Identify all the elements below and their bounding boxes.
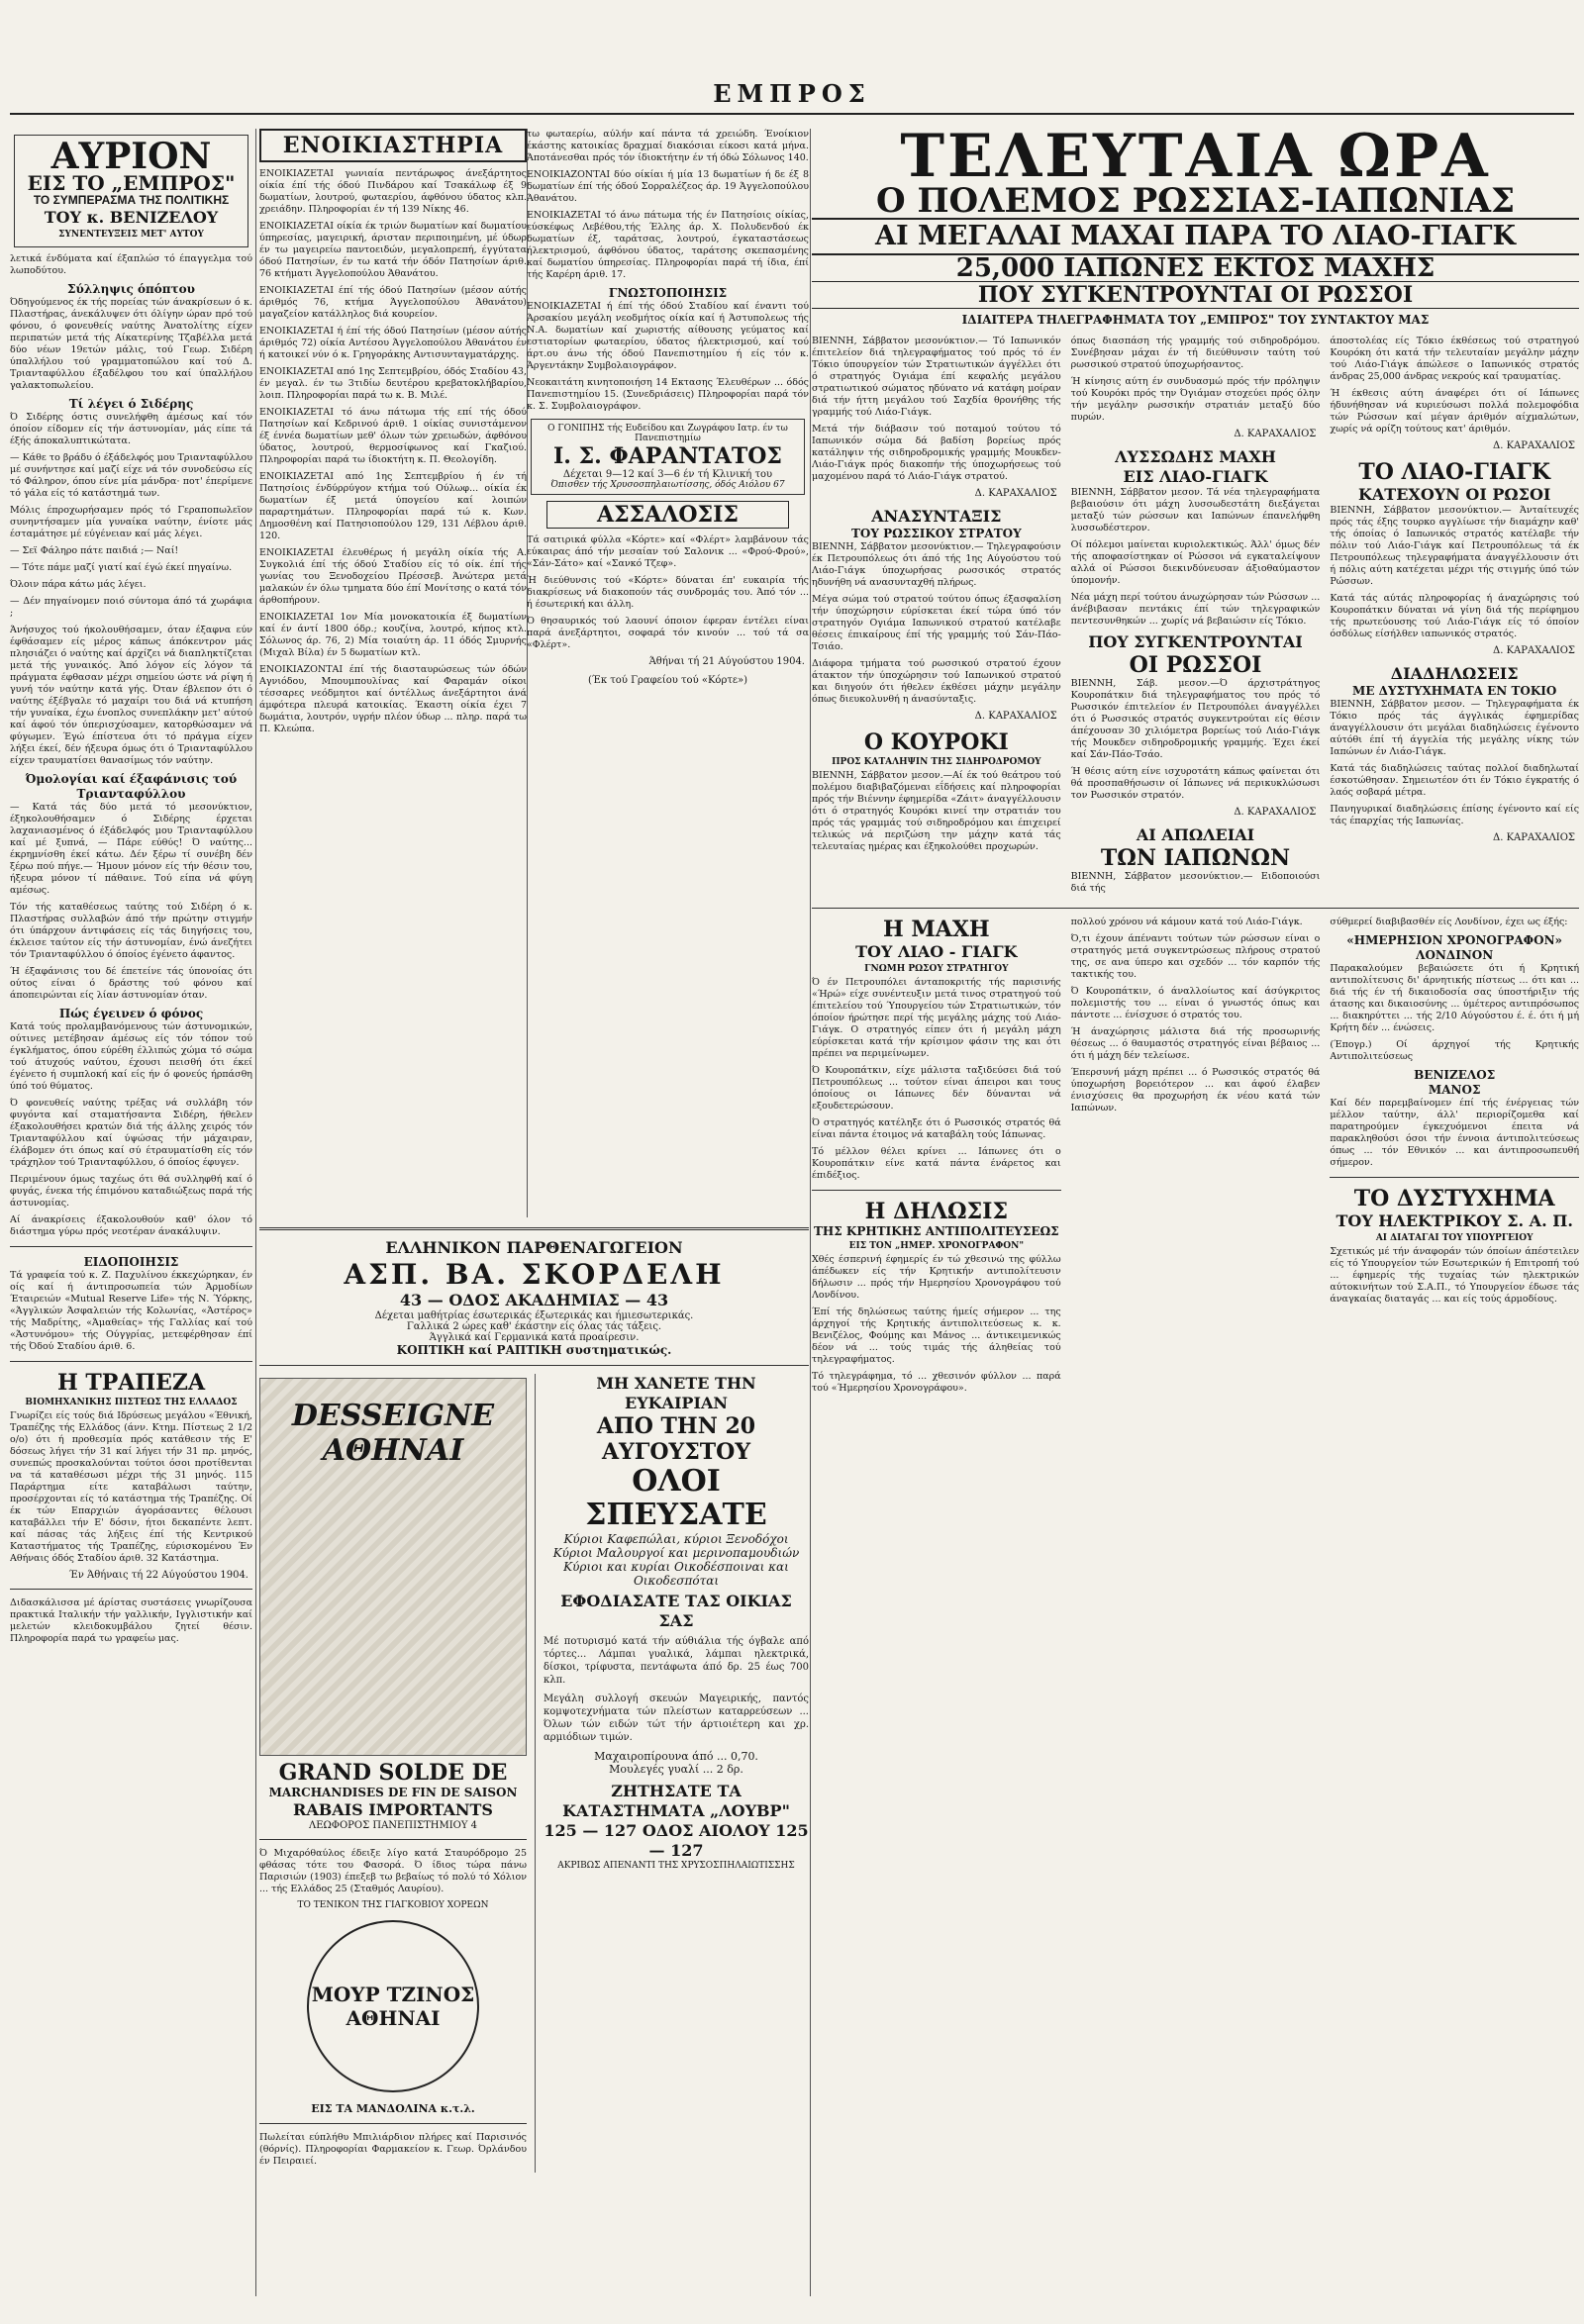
- subheading: ΠΡΟΣ ΚΑΤΑΛΗΨΙΝ ΤΗΣ ΣΙΔΗΡΟΔΡΟΜΟΥ: [832, 757, 1041, 767]
- article-paragraph: Τό μέλλον θέλει κρίνει ... Ιάπωνες ότι ο Κουροπάτκιν είνε κατά πάντα ένάρετος και έπιδέξιος.: [812, 1146, 1061, 1181]
- subheading: ΤΗΣ ΚΡΗΤΙΚΗΣ ΑΝΤΙΠΟΛΙΤΕΥΣΕΩΣ: [814, 1224, 1059, 1238]
- louvre-ad-landmark: ΑΚΡΙΒΩΣ ΑΠΕΝΑΝΤΙ ΤΗΣ ΧΡΥΣΟΣΠΗΛΑΙΩΤΙΣΣΗΣ: [557, 1861, 795, 1871]
- school-ad-address: 43 — ΟΔΟΣ ΑΚΑΔΗΜΙΑΣ — 43: [399, 1291, 669, 1309]
- article-paragraph: — Τότε πάμε μαζί γιατί καί έγώ έκεί πηγαίνω.: [10, 562, 233, 573]
- school-ad-line: Δέχεται μαθήτρίας έσωτερικάς έξωτερικάς και ήμιεσωτερικάς.: [374, 1310, 694, 1321]
- article-paragraph: ΒΙΕΝΝΗ, Σάβ. μεσον.—Ό άρχιστράτηγος Κουροπάτκιν διά τηλεγραφήματος του πρός τό Ρωσσικόν έπιτελείον έν Πετρουπόλει άναγγέλλει ότι ό Ρωσσικός στρατός συγκεντρούται είς θέσιν άπέχουσαν 30 χιλιόμετρα βορείως τού Λιάο-Γιάγκ τής Μουκδεν σιδηροδρομικής γραμμής. Έχει έκεί καί Σάν-Πάο-Τσάο.: [1070, 678, 1321, 760]
- article-paragraph: λετικά ένδύματα καί έξαπλώσ τό έπαγγελμα τού λωποδύτου.: [10, 253, 252, 276]
- mandolin-ad: [307, 1920, 479, 2092]
- article-paragraph: ΒΙΕΝΝΗ, Σάββατον μεσονύκτιον.— Άνταίτευχές πρός τάς έξης τουρκο αγγλίωσε τήν διαμάχην καθ' τής όποίας ό Ιαπωνικός στρατός κατέλαβε τήν πόλιν τού Λιάο-Γιάγκ καί Πετρουπόλεως τά έκ Πετρουπόλεως τηλεγραφήματα άναγγέλλουσιν ότι ή πόλις αύτη κατέχεται μέχρι τής στιγμής ύπό τών Ρώσσων.: [1330, 505, 1579, 587]
- article-paragraph: Νέα μάχη περί τούτου άνωχώρησαν τών Ρώσσων ... άνέβιβασαν πεντάκις έπί τών τηλεγραφικών πεντεσυνθηκών ... χωρίς νά βεβαιώσιν είς Τόκιο.: [1070, 592, 1321, 627]
- rental-ad: ΕΝΟΙΚΙΑΖΕΤΑΙ από 1ης Σεπτεμβρίου, όδός Σταδίου 43, έν μεγαλ. έν τω 3τιδίω δευτέρου κρεβατοκλήβαρίου, λοιπ. Πληροφορίαι παρά τω κ. Β. Μιλέ.: [259, 366, 527, 401]
- article-paragraph: Περιμένουν όμως ταχέως ότι θά συλληφθή καί ό φυγάς, ένεκα τής έπιμόνου καταδιώξεως παρά τής άστυνομίας.: [10, 1174, 252, 1209]
- school-ad-line: ΚΟΠΤΙΚΗ καί ΡΑΠΤΙΚΗ συστηματικώς.: [396, 1343, 672, 1357]
- desseigne-illustration: [259, 1378, 527, 1756]
- doctor-ad: [531, 419, 805, 495]
- article-paragraph: Ή έξαφάνισις του δέ έπετείνε τάς ύπονοίας ότι ούτος είναι ό δράστης τού φόνου καί άποπειρώνται είς λίαν άστυνομίαν όταν.: [10, 966, 252, 1001]
- bank-date: Έν Άθήναις τή 22 Αύγούστου 1904.: [68, 1570, 248, 1581]
- mandolin-ad-name: ΜΟΥΡ ΤΖΙΝΟΣ ΑΘΗΝΑΙ: [311, 1983, 475, 2030]
- signature: Δ. ΚΑΡΑΧΑΛΙΟΣ: [1493, 440, 1576, 451]
- column-ads: [259, 1227, 809, 2296]
- subheading: ΑΙ ΑΠΩΛΕΙΑΙ: [1136, 825, 1255, 844]
- tomorrow-box: [14, 135, 248, 247]
- article-paragraph: Ό στρατηγός κατέληξε ότι ό Ρωσσικός στρατός θά είναι πάντα έτοιμος νά καταβάλη τούς Ιάπωνας.: [812, 1117, 1061, 1140]
- classified: Διδασκάλισσα μέ άρίστας συστάσεις γνωρίζουσα πρακτικά Ιταλικήν τήν γαλλικήν, Ιγγλιστικήν καί μελετών κλειδοκυμβάλου ζητεί θέσιν. Πληροφορία παρά τω γραφείω μας.: [10, 1598, 252, 1644]
- article-paragraph: (Έπογρ.) Οί άρχηγοί τής Κρητικής Αντιπολιτεύσεως: [1330, 1039, 1579, 1062]
- article-paragraph: όπως διασπάση τής γραμμής τού σιδηροδρόμου. Συνέβησαν μάχαι έν τή διεύθυνσιν ταύτη τού ρωσσικού στρατού ύποχωρήσαντος.: [1070, 336, 1321, 370]
- subheading: ΛΟΝΔΙΝΟΝ: [1416, 948, 1494, 962]
- subheading: ΔΙΑΔΗΛΩΣΕΙΣ: [1390, 664, 1519, 683]
- louvre-ad-call: ΟΛΟΙ ΣΠΕΥΣΑΤΕ: [585, 1464, 767, 1532]
- louvre-ad-text: Μεγάλη συλλογή σκευών Μαγειρικής, παντός κομψοτεχνήματα τών πλείστων καταρρεύσεων ... Όλων τών ειδών τώτ τήν άρτιοιέτερη και χρ. αρμιόδιων τιμών.: [544, 1694, 809, 1743]
- subheading: Η ΔΗΛΩΣΙΣ: [864, 1199, 1009, 1224]
- rental-ad: ΕΝΟΙΚΙΑΖΕΤΑΙ 1ον Μία μονοκατοικία έξ δωματίων καί έν άντί 1800 όδρ.; κουζίνα, λουτρό, κήπος κτλ. Σόλωνος άρ. 76, 2) Μία τοιαύτη άρ. 11 όδός Σμυρνής (Μιχαλ Βίλα) έν 5 δωματίων κτλ.: [259, 612, 527, 658]
- tomorrow-line-2: ΤΟΥ κ. ΒΕΝΙΖΕΛΟΥ: [44, 208, 219, 227]
- telegrams-line: ΙΔΙΑΙΤΕΡΑ ΤΗΛΕΓΡΑΦΗΜΑΤΑ ΤΟΥ „ΕΜΠΡΟΣ" ΤΟΥ ΣΥΝΤΑΚΤΟΥ ΜΑΣ: [961, 313, 1430, 327]
- subheading: ΓΝΩΜΗ ΡΩΣΟΥ ΣΤΡΑΤΗΓΟΥ: [864, 964, 1009, 974]
- signature: Δ. ΚΑΡΑΧΑΛΙΟΣ: [1493, 645, 1576, 656]
- desseigne-ad: [259, 1374, 527, 2173]
- masthead: ΕΜΠΡΟΣ: [713, 79, 871, 108]
- war-col-c: [1330, 336, 1579, 900]
- doctor-ad-title: Ο ΓΟΝΙΠΗΣ τής Ευδείδου και Ζωγράφου Ιατρ. έν τω Πανεπιστημίω: [547, 424, 788, 443]
- subheading: Σύλληψις όπόπτου: [67, 282, 195, 296]
- notice-heading: ΕΙΔΟΠΟΙΗΣΙΣ: [83, 1255, 179, 1269]
- bank-title: Η ΤΡΑΠΕΖΑ: [56, 1370, 206, 1396]
- school-ad-line: Γαλλικά 2 ώρες καθ' έκάστην είς όλας τάς τάξεις.: [406, 1321, 662, 1332]
- article-paragraph: Κατά τάς αύτάς πληροφορίας ή άναχώρησις τού Κουροπάτκιν δύναται νά γίνη διά τής περίφημου τής πρωτεύουσης τού Λιάο-Γιάγκ είς τό όποίον όσδύλως είσήλθεν ιαπωνικός στρατός.: [1330, 593, 1579, 639]
- continuation-article: [1071, 917, 1321, 1400]
- column-rentals: [259, 129, 527, 1217]
- signature: Δ. ΚΑΡΑΧΑΛΙΟΣ: [1234, 807, 1317, 818]
- subheading: Πώς έγεινεν ό φόνος: [58, 1007, 204, 1020]
- article-paragraph: Τά σατιρικά φύλλα «Κόρτε» καί «Φλέρτ» λαμβάνουν τάς εύκαιρας άπό τήν μεσαίαν τού Σαλονικ ... «Φρού-Φρού», «Σάν-Σάτο» καί «Σανκό Τζεφ».: [527, 534, 809, 569]
- article-paragraph: Αί άνακρίσεις έξακολουθούν καθ' όλον τό διάστημα γύρω πρός νεοτέραν άνακάλυψιν.: [10, 1214, 252, 1237]
- rental-ad: ΕΝΟΙΚΙΑΖΕΤΑΙ έπί τής όδού Πατησίων (μέσον αύτής άριθμός 76, κτήμα Άγγελοπούλου Άθανάτου) μαγαζείον κατάλληλος διά κουρείον.: [259, 285, 527, 320]
- signature: Δ. ΚΑΡΑΧΑΛΙΟΣ: [974, 711, 1057, 722]
- top-rule: [10, 113, 1574, 115]
- doctor-address: Όπισθεν τής Χρυσοσπηλαιωτίσσης, όδός Αιόλου 67: [550, 480, 785, 490]
- article-paragraph: Ή κίνησις αύτη έν συνδυασμώ πρός τήν πρόληψιν τού Κουρόκι πρός την Όγιάμαν στοχεύει πρός όλην τήν μεγάλην ρωσσικήν στρατιάν μεταξύ δύο πυρών.: [1070, 376, 1321, 423]
- rental-ad: ΕΝΟΙΚΙΑΖΕΤΑΙ οίκία έκ τριών δωματίων καί δωματίου ύπηρεσίας, μαγειρική, άρισταν περιποιημένη, μέ ύδωρ έν τω μαγειρείω παντοειδών, μεγαλοπρεπή, έγγύτατα όδού Πατησίων, έν τω κατά τήν όδόν Πατησίων άριθ. 76 κτήματι Άγγελοπούλου Άθανάτου.: [259, 221, 527, 279]
- signature: ΜΑΝΟΣ: [1428, 1083, 1481, 1097]
- article-paragraph: πολλού χρόνου νά κάμουν κατά τού Λιάο-Γιάγκ.: [1070, 917, 1303, 927]
- divider: [10, 1361, 252, 1362]
- ads-row: [259, 1374, 809, 2173]
- article-paragraph: Μέγα σώμα τού στρατού τούτου όπως έξασφαλίση τήν ύποχώρησιν εύρίσκεται έκεί τώρα ύπό τόν στρατηγόν Ογιάμα Ιαπωνικού στρατού κατέλαβε θέσεις έπικαίρους έπί τής γραμμής τού Σάν-Πάο-Τσιάο.: [812, 594, 1061, 652]
- war-headline: Ο ΠΟΛΕΜΟΣ ΡΩΣΣΙΑΣ-ΙΑΠΩΝΙΑΣ: [875, 181, 1515, 221]
- divider: [812, 1190, 1061, 1191]
- notice-heading: ΓΝΩΣΤΟΠΟΙΗΣΙΣ: [608, 286, 728, 300]
- school-ad-name: ΑΣΠ. ΒΑ. ΣΚΟΡΔΕΛΗ: [344, 1258, 725, 1291]
- last-hour-title: ΤΕΛΕΥΤΑΙΑ ΩΡΑ: [900, 129, 1491, 191]
- article-paragraph: Μόλις έπροχωρήσαμεν πρός τό Γεραποπωλεϊον συνηντήσαμεν μία γυναίκα ναύτην, ένίοτε μάς έσταμάτησε μέ εύγένειαν καί μάς λέγει.: [10, 505, 252, 539]
- article-paragraph: Παρακαλούμεν βεβαιώσετε ότι ή Κρητική αντιπολίτευσις δι' άρνητικής πίστεως ... ότι και ... διά τής έν τή δικαιοδοσία σας ύποστήριξιν τής άτασης και δικαιοσύνης ... ύμέτερος αντιπρόσωπος ... διακηρύττει ... τής 2/10 Αύγούστου έ. έ. ότι ή μή Κρήτη δέν ... ένώσεις.: [1330, 963, 1579, 1033]
- subheading: ΠΟΥ ΣΥΓΚΕΝΤΡΟΥΝΤΑΙ: [1088, 632, 1303, 651]
- louvre-ad-stores: ΖΗΤΗΣΑΤΕ ΤΑ ΚΑΤΑΣΤΗΜΑΤΑ „ΛΟΥΒΡ": [562, 1782, 790, 1820]
- divider: [259, 1227, 809, 1230]
- subheading: ΤΟ ΔΥΣΤΥΧΗΜΑ: [1353, 1186, 1555, 1211]
- article-paragraph: Ό Κουροπάτκιν, είχε μάλιστα ταξιδεύσει διά τού Πετρουπόλεως ... τούτον είναι άπειροι και τους όποίους οι Ιάπωνες δέν δύνανται νά εξουδετερώσουν.: [812, 1065, 1061, 1112]
- article-paragraph: Όδηγούμενος έκ τής πορείας τών άνακρίσεων ό κ. Πλαστήρας, άνεκάλυψεν ότι όλίγην ώραν πρό τού φόνου, ό φονευθείς ναύτης Άνατολίτης είχεν περιπατών μετά τής Αίκατερίνης Τζαβέλλα μετά δύο νέων 19ετών μάλις, τού Γεωρ. Σιδέρη ύπαλλήλου τού γραμματοπώλου καί τού Δ. Τριανταφύλλου έξαδέλφου του καί ύπαλλήλου γαλακτοπωλείου.: [10, 297, 252, 391]
- sale-discounts: RABAIS IMPORTANTS: [293, 1800, 493, 1819]
- louvre-ad-line: Κύριοι και κυρίαι Οικοδέσποιναι και Οικοδεσπόται: [563, 1560, 789, 1588]
- sale-title: GRAND SOLDE DE: [278, 1760, 508, 1786]
- rental-ad: ΕΝΟΙΚΙΑΖΕΤΑΙ τό άνω πάτωμα τής έν Πατησίοις οίκίας, εύσκέφως Λεβέθου,τής Έλλης άρ. Χ. Πολυδενδού έκ δωματίων έξ, ταράτσας, λουτρού, έγκαταστάσεως ήλεκτρισμού, άφθόνου ύδατος, ταράτσης σκεπασμένης καί δωματίου ύπηρεσίας. Πληροφορίαι παρά τή ίδια, έπί τής Καρέρη άριθ. 17.: [527, 210, 809, 280]
- louvre-ad-line: Μαχαιροπίρουνα άπό ... 0,70.: [594, 1750, 758, 1763]
- article-paragraph: σύθμερεί διαβιβασθέν είς Λονδίνον, έχει ως έξής:: [1330, 917, 1568, 927]
- article-paragraph: ΒΙΕΝΝΗ, Σάββατον μεσον. Τά νέα τηλεγραφήματα βεβαιούσιν ότι μάχη λυσσωδεστάτη διεξάγεται μεταξύ τών ρώσσων και Ιαπώνων έπανελήφθη λυσσωδέστερον.: [1070, 487, 1321, 533]
- rentals-heading: ΕΝΟΙΚΙΑΣΤΗΡΙΑ: [259, 129, 527, 162]
- article-paragraph: Έπί τής δηλώσεως ταύτης ήμείς σήμερον ... της άρχηγοί τής Κρητικής άντιπολιτεύσεως κ. κ. Βενιζέλος, Φούμης και Μάνος ... άντικειμενικώς δέον νά ... τούς τιμάς τής άληθείας τού τηλεγραφήματος.: [812, 1307, 1061, 1365]
- article-paragraph: Τό τηλεγράφημα, τό ... χθεσινόν φύλλον ... παρά τού «Ήμερησίου Χρονογράφου».: [812, 1371, 1061, 1394]
- rental-ad: ΕΝΟΙΚΙΑΖΕΤΑΙ τό άνω πάτωμα τής επί τής όδού Πατησίων καί Κεδρινού άριθ. 1 οίκίας συνιστάμενον έξ έννέα δωματίων μεθ' όλων τών χρειωδών, άφθόνου ύδατος, λουτρού, θερμοσίφωνος καί Γκαζιού. Πληροφορίαι παρά τω ίδιοκτήτη κ. Π. Θεολογίδη.: [259, 407, 527, 465]
- rental-ad: ΕΝΟΙΚΙΑΖΟΝΤΑΙ έπί τής διασταυρώσεως τών όδών Αγνιόδου, Μπουμπουλίνας καί Φαραμάν οίκοι τέσσαρες νεόδμητοι καί όντέλλως άνεξάρτητοι άνά άμφότερα πλευρά κατοικίας. Έκαστη οίκία έχει 7 δωμάτια, λουτρόν, υγρήν πλέον ύδωρ ... πληρ. παρά τω Π. Κλεώπα.: [259, 664, 527, 734]
- casualties-headline: 25,000 ΙΑΠΩΝΕΣ ΕΚΤΟΣ ΜΑΧΗΣ: [955, 253, 1436, 283]
- russians-headline: ΠΟΥ ΣΥΓΚΕΝΤΡΟΥΝΤΑΙ ΟΙ ΡΩΣΣΟΙ: [812, 281, 1579, 309]
- divider: [10, 1246, 252, 1247]
- subheading: ΕΙΣ ΤΟΝ „ΗΜΕΡ. ΧΡΟΝΟΓΡΑΦΟΝ": [848, 1241, 1025, 1251]
- signature: ΒΕΝΙΖΕΛΟΣ: [1414, 1068, 1496, 1082]
- tomorrow-interviews: ΣΥΝΕΝΤΕΥΞΕΙΣ ΜΕΤ' ΑΥΤΟΥ: [58, 230, 204, 240]
- subheading: ΟΙ ΡΩΣΣΟΙ: [1129, 652, 1262, 678]
- article-paragraph: Ή θέσις αύτη είνε ισχυροτάτη κάπως φαίνεται ότι θά προσπαθήσωσιν οί Ιάπωνες νά περικυκλώσωσι τον Ρωσσικόν στρατόν.: [1070, 766, 1321, 801]
- subheading: ΑΝΑΣΥΝΤΑΞΙΣ: [871, 507, 1002, 526]
- lower-war-columns: [812, 917, 1579, 1400]
- classified: Πωλείται εύπλήθυ Μπιλιάρδιον πλήρες καί Παρισινός (θόρνίς). Πληροφορίαι Φαρμακείον κ. Γεωρ. Όρλάνδου έν Πειραιεί.: [259, 2132, 527, 2167]
- louvre-ad-line: Κύριοι Μαλουργοί και μερινοπαμουδιών: [552, 1546, 800, 1560]
- article-paragraph: Διάφορα τμήματα τού ρωσσικού στρατού έχουν άτακτον τήν ύποχώρησιν τού Ιαπωνικού στρατού και διηγούν ότι ήθελεν έκθέσει μάχην μεγάλην όπως διευκολυνθή η άνασύνταξις.: [812, 658, 1061, 705]
- article-paragraph: άποστολέας είς Τόκιο έκθέσεως τού στρατηγού Κουρόκη ότι κατά τήν τελευταίαν μεγάλην μάχην τού Λιάο-Γιάγκ άπώλεσε ο Ιαπωνικός στρατός άνδρας 25,000 άνδρας νεκρούς καί τραυματίας.: [1330, 336, 1579, 382]
- source-line: (Έκ τού Γραφείου τού «Κόρτε»): [587, 675, 748, 686]
- battle-article: [812, 917, 1061, 1400]
- notice-text: Τά γραφεία τού κ. Ζ. Παχυλίνου έκκεχώρηκαν, έν οίς καί ή άντιπροσωπεία τών Άρμοδίων Έταιρειών «Mutual Reserve Life» τής Ν. Ύόρκης, «Άγγλικών Άσφαλειών τής Κολωνίας, «Άστέρος» τής Μαδρίτης, «Άμαθείας» τής Γαλλίας καί τού «Άστυνόμου» τής Ούγγρίας, μετεφέρθησαν έπί τής Όδού Σταδίου άριθ. 6.: [10, 1270, 252, 1352]
- signature: Δ. ΚΑΡΑΧΑΛΙΟΣ: [1234, 429, 1317, 439]
- article-paragraph: — Σεϊ Φάληρο πάτε παιδιά ;— Ναί!: [10, 545, 179, 556]
- mandolin-ad-bottom: ΕΙΣ ΤΑ ΜΑΝΔΟΛΙΝΑ κ.τ.λ.: [311, 2102, 475, 2115]
- school-ad-line: Άγγλικά καί Γερμανικά κατά προαίρεσιν.: [429, 1332, 640, 1343]
- article-paragraph: Έπερσυνή μάχη πρέπει ... ό Ρωσσικός στρατός θά ύποχωρήση βορειότερον ... και άφού έλαβεν ένισχύσεις θα προχωρήση έκ νέου κατά τών Ιαπώνων.: [1070, 1067, 1321, 1114]
- bank-notice: Γνωρίζει είς τούς διά Ιδρύσεως μεγάλου «Έθνική, Τραπέζης τής Ελλάδος (άνν. Κτημ. Πίστεως 2 1/2 ο/ο) ότι ή προθεσμία πρός κατάθεσιν τής Ε' δόσεως λήγει τήν 31 καί λήγει τήν 31 πρ. μηνός, συνεπώς προσκαλούνται τούτοι όσοι προτίθενται να τά καταθέσωσι μέχρι τής 31 μηνός. 115 Παράρτημα είτε καταβάλωσι ταύτην, προσέρχονται είς τό κατάστημα τής Τραπέζης. Οί έκ τών Επαρχιών άγοράσαντες θέλουσι καταβάλλει τήν Ε' δόσιν, ήτοι δεκαπέντε λεπτ. καί πάσας τάς λήξεις έπί τής Κεντρικού Καταστήματος τής Τραπέζης, εύρισκομένου Έν Αθήναις όδός Σταδίου άριθ. 32 Κατάστημα.: [10, 1410, 252, 1564]
- article-paragraph: ΒΙΕΝΝΗ, Σάββατον μεσον. — Τηλεγραφήματα έκ Τόκιο πρός τάς άγγλικάς έφημερίδας άναγγέλλουσιν ότι μεγάλαι διαδηλώσεις έγένοντο αύτόθι έπί τή άγγελία τής μεγάλης νίκης τών Ιαπώνων έν Λιάο-Γιάγκ.: [1330, 699, 1579, 757]
- louvre-ad-line: Κύριοι Καφεπώλαι, κύριοι Ξενοδόχοι: [563, 1532, 789, 1546]
- article-paragraph: Πανηγυρικαί διαδηλώσεις έπίσης έγένοντο καί είς τάς έπαρχίας τής Ιαπωνίας.: [1330, 804, 1579, 826]
- subheading: ΤΟ ΛΙΑΟ-ΓΙΑΓΚ: [1358, 459, 1550, 485]
- subheading: ΑΙ ΔΙΑΤΑΓΑΙ ΤΟΥ ΥΠΟΥΡΓΕΙΟΥ: [1375, 1233, 1534, 1243]
- louvre-ad-address: 125 — 127 ΟΔΟΣ ΑΙΟΛΟΥ 125 — 127: [544, 1821, 809, 1860]
- column-rule: [255, 129, 256, 2296]
- column-notices: [527, 129, 809, 1217]
- subheading: ΤΩΝ ΙΑΠΩΝΩΝ: [1100, 845, 1291, 871]
- divider: [10, 1589, 252, 1590]
- subheading: ΕΙΣ ΛΙΑΟ-ΓΙΑΓΚ: [1123, 467, 1268, 486]
- article-paragraph: ΒΙΕΝΝΗ, Σάββατον μεσονύκτιον.— Ειδοποιούσι διά τής: [1070, 871, 1321, 894]
- subheading: ΤΟΥ ΛΙΑΟ - ΓΙΑΓΚ: [855, 942, 1018, 961]
- war-columns: [812, 336, 1579, 900]
- tomorrow-subtitle: ΕΙΣ ΤΟ „ΕΜΠΡΟΣ": [27, 171, 236, 195]
- column-left: [10, 129, 252, 1650]
- article-paragraph: ΒΙΕΝΝΗ, Σάββατον μεσονύκτιον.— Τό Ιαπωνικόν έπιτελείον διά τηλεγραφήματος τού πρός τό έν Τόκιο ύπουργείον τών Στρατιωτικών άγγέλλει ότι ό στρατηγός Όγιάμα έπί κεφαλής μεγάλου στρατιωτικού σώματος ηδύνατο νά κατάφη μοίραν διά τήν ήττη μεγάλου τού Σαχδία θρονήθης τής γραμμής τού Λιάο-Γιάγκ.: [812, 336, 1061, 418]
- article-paragraph: Ό θησαυρικός τού λαουνί όποιον έφεραν έντέλει είναι παρά άνεξάρτητοι, σοφαρά τόν κινούν ... τού τά σα «Φλέρτ».: [527, 616, 809, 650]
- article-paragraph: Καί δέν παρεμβαίνομεν έπί τής ένέργειας τών μέλλον ταύτην, άλλ' περιορίζομεθα καί παρατηρούμεν έγκεχυόμενοι έπειτα νά παρακληθούσι όσοι τήν έννοια άντιπολιτεύσεως όπως ... τόν Εθνικόν ... και άντιπροσωπευθή σήμερον.: [1330, 1098, 1579, 1168]
- louvre-ad-date: ΑΠΟ ΤΗΝ 20 ΑΥΓΟΥΣΤΟΥ: [596, 1413, 756, 1465]
- rental-ad: ΕΝΟΙΚΙΑΖΕΤΑΙ ή έπί τής όδού Πατησίων (μέσον αύτής άριθμός 72) οίκία Αντέσου Άγγελοπούλου Άθανάτου έν ή κατοικεί νύν ό κ. Γρηγοράκης Αντισυνταγματάρχης.: [259, 326, 527, 360]
- divider: [812, 908, 1579, 909]
- louvre-ad-line: Μουλεγές γυαλί ... 2 δρ.: [609, 1763, 743, 1776]
- article-paragraph: Ό,τι έχουν άπέναντι τούτων τών ρώσσων είναι ο στρατηγός μετά συγκεντρώσεως πλήρους στρατού της, σε ανα ύπερο και σχεδόν ... τόν καρπόν τής τακτικής του.: [1070, 933, 1321, 980]
- article-paragraph: Οί πόλεμοι μαίνεται κυριολεκτικώς. Άλλ' όμως δέν τής αποφασίστηκαν οί Ρώσσοι νά εγκαταλείψουν αλλά οί Ρώσσοι διεκινδύνευσαν άξιοθαύμαστον ύπομονήν.: [1070, 539, 1321, 586]
- subheading: Όμολογίαι καί έξαφάνισις τού Τριανταφύλλου: [25, 772, 238, 801]
- article-paragraph: Τόν τής καταθέσεως ταύτης τού Σιδέρη ό κ. Πλαστήρας συλλαβών άπό τήν πρώτην στιγμήν ότι ύπάρχουν άντιφάσεις είς τάς διηγήσεις του, έκλεισε ταύτον είς τήν άστυνομίαν, ένώ άνεζήτει τόν Τριανταφύλλου ό όποίος έγένετο άφαντος.: [10, 902, 252, 960]
- louvre-ad: [535, 1374, 809, 2173]
- article-paragraph: — Δέν πηγαίνομεν ποιό σύντομα άπό τά χωράφια ;: [10, 596, 252, 619]
- article-paragraph: Άνήσυχος τού ήκολουθήσαμεν, όταν έξαφνα εύν έφθάσαμεν είς μέρος κάπως άπόκεντρον μάς πλησιάζει ό ναύτης καί άρχίζει νά διαπληκτίζεται μετά τής γυναικός. Άπό λόγον είς λόγον τά πράγματα έφθασαν μέχρι σημείου ώστε νά ρίψη ή γυνή τόν ναύτην κατά γής. Όταν έβλεπον ότι ό ναύτης έξέβγαλε τό μαχαίρι του διά νά κτυπήση τήν γυναίκα, έχω ένοπλος συνεπλάκην μετ' αύτού καί άφού τόν ύπερισχύσαμεν, κατορθώσαμεν νά φύγωμεν. Έγώ έπίστευα ότι τό πράγμα είχεν λήξει έκεί, δέν ήξευρα όμως ότι ό Τριανταφύλλου είχεν τραυματίσει θανασίμως τόν ναύτην.: [10, 625, 252, 766]
- signature: Δ. ΚΑΡΑΧΑΛΙΟΣ: [974, 488, 1057, 499]
- article-paragraph: Χθές έσπερινή έφημερίς έν τώ χθεσινώ της φύλλω άπέδωκεν είς τήν Κρητικήν αντιπολίτευσιν δήλωσιν ... πρός τήν Ημερησίου Χρονογράφου τού Λονδίνου.: [812, 1254, 1061, 1301]
- subheading: ΤΟΥ ΗΛΕΚΤΡΙΚΟΥ Σ. Α. Π.: [1336, 1211, 1573, 1230]
- tomorrow-line: ΤΟ ΣΥΜΠΕΡΑΣΜΑ ΤΗΣ ΠΟΛΙΤΙΚΗΣ: [33, 193, 230, 207]
- article-paragraph: Κατά τούς προλαμβανόμενους τών άστυνομικών, ούτινες μετέβησαν άμέσως είς τόν τόπον τού έγκλήματος, όπου εύρέθη έλλιπώς χώμα τό σώμα τού άτυχούς ναύτου, έχουσι πεισθή ότι έκεί έγένετο ή συμπλοκή καί είς ήν ό φονεύς ήρπάσθη ύπό τού θύματος.: [10, 1021, 252, 1092]
- subheading: ΛΥΣΣΩΔΗΣ ΜΑΧΗ: [1115, 447, 1276, 466]
- divider: [259, 1365, 809, 1366]
- sale-subtitle: MARCHANDISES DE FIN DE SAISON: [268, 1786, 518, 1799]
- subheading: ΜΕ ΔΥΣΤΥΧΗΜΑΤΑ ΕΝ ΤΟΚΙΟ: [1352, 684, 1557, 698]
- doctor-hours: Δέχεται 9—12 καί 3—6 έν τή Κλινική του: [562, 469, 773, 480]
- article-paragraph: — Κάθε το βράδυ ό έξάδελφός μου Τριανταφύλλου μέ συνήντησε καί μαζί είχε νά τόν συνοδεύσω είς τό Φάληρον, όπου είνε μία μάνδρα· ποτ' έπερίμενε τό γάλα είς τό κατάστημά των.: [10, 452, 252, 499]
- sale-address: ΛΕΩΦΟΡΟΣ ΠΑΝΕΠΙΣΤΗΜΙΟΥ 4: [308, 1820, 478, 1831]
- date-line: Άθήναι τή 21 Αύγούστου 1904.: [648, 656, 805, 667]
- subheading: ΚΑΤΕΧΟΥΝ ΟΙ ΡΩΣΟΙ: [1357, 485, 1551, 504]
- article-paragraph: Ό φονευθείς ναύτης τρέξας νά συλλάβη τόν φυγόντα καί σταματήσαντα Σιδέρη, ήθελεν έξακολουθήσει κρατών διά τής άλλης χειρός τόν Τριανταφύλλου καί ύψώσας τήν μάχαιραν, έλάβομεν ότι όπως καί σύ έτραυματίσθη είς τόν τράχηλον τού Τριανταφύλλου, ό όποίος έφυγεν.: [10, 1098, 252, 1168]
- divider: [259, 2123, 527, 2124]
- article-paragraph: Ή άναχώρησις μάλιστα διά τής προσωρινής θέσεως ... ό θαυμαστός στρατηγός είναι βέβαιος ... ότι ή μάχη δέν τελείωσε.: [1070, 1026, 1321, 1061]
- crete-article: [1330, 917, 1579, 1400]
- column-war-news: [812, 129, 1579, 2296]
- subheading: Τί λέγει ό Σιδέρης: [68, 397, 194, 411]
- column-rule: [810, 129, 811, 2296]
- article-paragraph: Σχετικώς μέ τήν άναφοράν τών όποίων άπέστειλεν είς τό Υπουργείον τών Εσωτερικών ή Επιτροπή τού ... έφημερίς τής τυχαίας τών ηλεκτρικών αύτοκινήτων τού Σ.Α.Π., τό Υπουργείον έδωσε τάς άναγκαίας διαταγάς ... και είς τούς άρμοδίους.: [1330, 1246, 1579, 1305]
- article-paragraph: ΒΙΕΝΝΗ, Σάββατον μεσον.—Αί έκ τού θεάτρου τού πολέμου διαβιβαζόμεναι εΐδήσεις καί πληροφορίαι πρός τήν Βιέννην έφημερίδα «Ζάιτ» άναγγέλλουσιν ότι ό στρατηγός Κουρόκι κινεί την στρατιάν του πρός τάς γραμμάς τού σιδηροδρόμου και έπιχειρεί τελικώς νά περιζώση την μάχην κατά τάς τελευταίας ημέρας και έξηκολούθει προχωρών.: [812, 770, 1061, 852]
- article-paragraph: Ή έκθεσις αύτη άναφέρει ότι οί Ιάπωνες ήδυνήθησαν νά κυριεύσωσι πολλά πολεμοφόδια τών Ρώσσων καί μέγαν άριθμόν αίχμαλώτων, χωρίς νά ορίζη τούτους κατ' άριθμόν.: [1330, 388, 1579, 435]
- notice-text: Νεοκαιτάτη κινητοποιήση 14 Εκτασης Έλευθέρων ... όδός Πανεπιστημίου 15. (Συνεδριάσεις) Πληροφορίαι παρά τόν κ. Σ. Συμβολαιογράφον.: [527, 377, 809, 412]
- battles-headline: ΑΙ ΜΕΓΑΛΑΙ ΜΑΧΑΙ ΠΑΡΑ ΤΟ ΛΙΑΟ-ΓΙΑΓΚ: [812, 218, 1579, 255]
- war-col-a: [812, 336, 1061, 900]
- rental-ad: ΕΝΟΙΚΙΑΖΕΤΑΙ έλευθέρως ή μεγάλη οίκία τής Α. Συγκολιά έπί τής όδού Σταδίου είς τό οίκ. έπί τής γωνίας του Ξενοδοχείου Πρέσσεβ. Άνώτερα μετά μαλακών έν όλω τμηματα δύο έπί Μονίτσης ο κατά τόν άρθοπήρουν.: [259, 547, 527, 606]
- tomorrow-title: ΑΥΡΙΟΝ: [50, 136, 212, 177]
- classified: Ό Μιχαρόθαύλος έδειξε λίγο κατά Σταυρόδρομο 25 φθάσας τότε του Φασορά. Ό ίδιος τώρα πάνω Παρισιών (1903) έπεξεβ τω βεβαίως τό πολύ τό Χόλιον ... τής Ελλάδος 25 (Σταθμός Λαυρίου).: [259, 1848, 527, 1894]
- school-ad-title: ΕΛΛΗΝΙΚΟΝ ΠΑΡΘΕΝΑΓΩΓΕΙΟΝ: [385, 1238, 683, 1257]
- mandolin-ad-top: ΤΟ ΤΕΝΙΚΟΝ ΤΗΣ ΓΙΑΓΚΟΒΙΟΥ ΧΟΡΕΩΝ: [297, 1900, 489, 1910]
- subheading: Ο ΚΟΥΡΟΚΙ: [863, 729, 1009, 755]
- louvre-ad-heading: ΕΦΟΔΙΑΣΑΤΕ ΤΑΣ ΟΙΚΙΑΣ ΣΑΣ: [560, 1592, 792, 1630]
- article-paragraph: Ό Σιδέρης όστις συνελήφθη άμέσως καί τόν όποίον είδομεν είς τήν άστυνομίαν, μάς είπε τά έξής άποκαλυπτικώτατα.: [10, 412, 252, 446]
- louvre-ad-title: ΜΗ ΧΑΝΕΤΕ ΤΗΝ ΕΥΚΑΙΡΙΑΝ: [596, 1374, 756, 1412]
- rental-ad: τω φωταερίω, αύλήν καί πάντα τά χρειώδη. Ένοίκιον έκάστης κατοικίας δραχμαί διακόσιαι είκοσι κατά μήνα. Άποτάνεσθαι πρός τόν ίδιοκτήτην έν τή όδώ Σόλωνος 140.: [527, 129, 809, 163]
- desseigne-logo: DESSEIGNE ΑΘΗΝΑΙ: [291, 1399, 495, 1468]
- signature: Δ. ΚΑΡΑΧΑΛΙΟΣ: [1493, 832, 1576, 843]
- divider: [1330, 1177, 1579, 1178]
- article-paragraph: Ό Κουροπάτκιν, ό άναλλοίωτος καί άσύγκριτος πολεμιστής του ... είναι ό γνωστός όπως και πάντοτε ... ένίσχυσε ό στρατός του.: [1070, 986, 1321, 1020]
- article-paragraph: Κατά τάς διαδηλώσεις ταύτας πολλοί διαδηλωταί έσκοτώθησαν. Σημειωτέον ότι έν Τόκιο έγκρατής ό λαός σοβαρά μέτρα.: [1330, 763, 1579, 798]
- divider: [259, 1839, 527, 1840]
- article-paragraph: ΒΙΕΝΝΗ, Σάββατον μεσονύκτιον.— Τηλεγραφούσιν έκ Πετρουπόλεως ότι άπό τής 1ης Αύγούστου τού Λιάο-Γιάγκ ύποχωρήσας ρωσσικός στρατός ηδυνήθη νά ανασυνταχθή πλήρως.: [812, 541, 1061, 588]
- subheading: «ΗΜΕΡΗΣΙΟΝ ΧΡΟΝΟΓΡΑΦΟΝ»: [1346, 933, 1563, 947]
- louvre-ad-text: Μέ ποτυρισμό κατά τήν αύθιάλια τής όγβαλε από τόρτες... Λάμπαι γυαλικά, λάμπαι ηλεκτρικά, δίσκοι, τρίφυστα, πεντάφωτα άπό δρ. 25 έως 700 κλπ.: [544, 1636, 809, 1686]
- rental-ad: ΕΝΟΙΚΙΑΖΟΝΤΑΙ δύο οίκίαι ή μία 13 δωματίων ή δε έξ 8 δωματίων έπί τής όδού Σορραλέζεος άρ. 19 Άγγελοπούλου Άθανάτου.: [527, 169, 809, 204]
- doctor-name: Ι. Σ. ΦΑΡΑΝΤΑΤΟΣ: [553, 443, 782, 469]
- rental-ad: ΕΝΟΙΚΙΑΖΕΤΑΙ από 1ης Σεπτεμβρίου ή έν τή Πατησίοις ένδύρρύγον κτήμα τού Ούλωφ... οίκία έκ δωματίων έξ μετά ύπογείου καί λοιπών παραρτημάτων. Πληροφορίαι παρά τώ κ. Κων. Δημοσθένη καί Πατησιοπούλου 129, 131 Λέβλου άριθ. 120.: [259, 471, 527, 541]
- article-paragraph: — Κατά τάς δύο μετά τό μεσονύκτιον, έξηκολουθήσαμεν ό Σιδέρης έρχεται λαχανιασμένος ό έξάδελφός μου Τριανταφύλλου καί μέ ξυπνά, — Πάρε εύθύς! Ό ναύτης... έκρημνίσθη έκεί κάτω. Δέν ξέρω τί συνέβη δέν ξέρω πού πήγε.— Ήμουν μόνον είς τήν θέσιν του, ήξευρα μόνον τί πάθαινε. Τού είπα νά φύγη αμέσως.: [10, 802, 252, 896]
- rental-ad: ΕΝΟΙΚΙΑΖΕΤΑΙ γωνιαία πεντάρωφος άνεξάρτητος οίκία έπί τής όδού Πινδάρου καί Τσακάλωφ έξ 9 δωματίων, λουτρού, φωταερίου, άφθόνου ύδατος κλπ. χρειάδην. Πληροφορίαι έν τή 139 Νίκης 46.: [259, 168, 527, 215]
- article-paragraph: Ή διεύθυνσις τού «Κόρτε» δύναται έπ' ευκαιρία τής διακρίσεως νά διακοπούν τάς συνδρομάς του. Άπό τόν ... ή έσωτερική και άλλη.: [527, 575, 809, 610]
- article-paragraph: Όλοιν πάρα κάτω μάς λέγει.: [10, 579, 147, 590]
- notice-heading: ΑΣΣΑΛΟΣΙΣ: [546, 501, 789, 529]
- subheading: Η ΜΑΧΗ: [882, 917, 990, 942]
- notice-text: ΕΝΟΙΚΙΑΖΕΤΑΙ ή έπί τής όδού Σταδίου καί έναντι τού Άρσακίου μεγάλη νεοδμήτος οίκία καί ή Άστυπολεως τής Ν.Α. δωματίων καί χωριστής αίθουσης γεύματος καί εστιατορίων φωταερίου, ύδατος ήλεκτρισμού, καί τού άρτ.ου άνω τής όδού Πανεπιστημίου ή είς τόν κ. Άργεντάκην Συμβολαιογράφον.: [527, 301, 809, 371]
- article-paragraph: Ό έν Πετρουπόλει άνταποκριτής τής παρισινής «Ήρώ» είχε συνέντευξιν μετά τινος στρατηγού τού έπιτελείου τού Ύπουργείου τών Στρατιωτικών, τόν όποίον ήρώτησε περί τής μεγάλης μάχης τού Λιάο-Γιάγκ. Ο στρατηγός είπεν ότι ή μεγάλη μάχη εύρίσκεται κατά τήν κρίσιμον φάσιν της και ότι πρέπει να περιμείνωμεν.: [812, 977, 1061, 1059]
- subheading: ΤΟΥ ΡΩΣΣΙΚΟΥ ΣΤΡΑΤΟΥ: [850, 527, 1022, 540]
- bank-subtitle: ΒΙΟΜΗΧΑΝΙΚΗΣ ΠΙΣΤΕΩΣ ΤΗΣ ΕΛΛΑΔΟΣ: [25, 1398, 238, 1407]
- war-col-b: [1071, 336, 1321, 900]
- article-paragraph: Μετά τήν διάβασιν τού ποταμού τούτου τό Ιαπωνικόν σώμα δά βαδίση βορείως πρός κατάληψιν τής σιδηροδρομικής γραμμής Μουκδεν-Λιάο-Γιάγκ πρός διακοπήν τής ύποχωρήσεως τού μαχομένου παρά τό Λιάο-Γιάγκ στρατού.: [812, 424, 1061, 482]
